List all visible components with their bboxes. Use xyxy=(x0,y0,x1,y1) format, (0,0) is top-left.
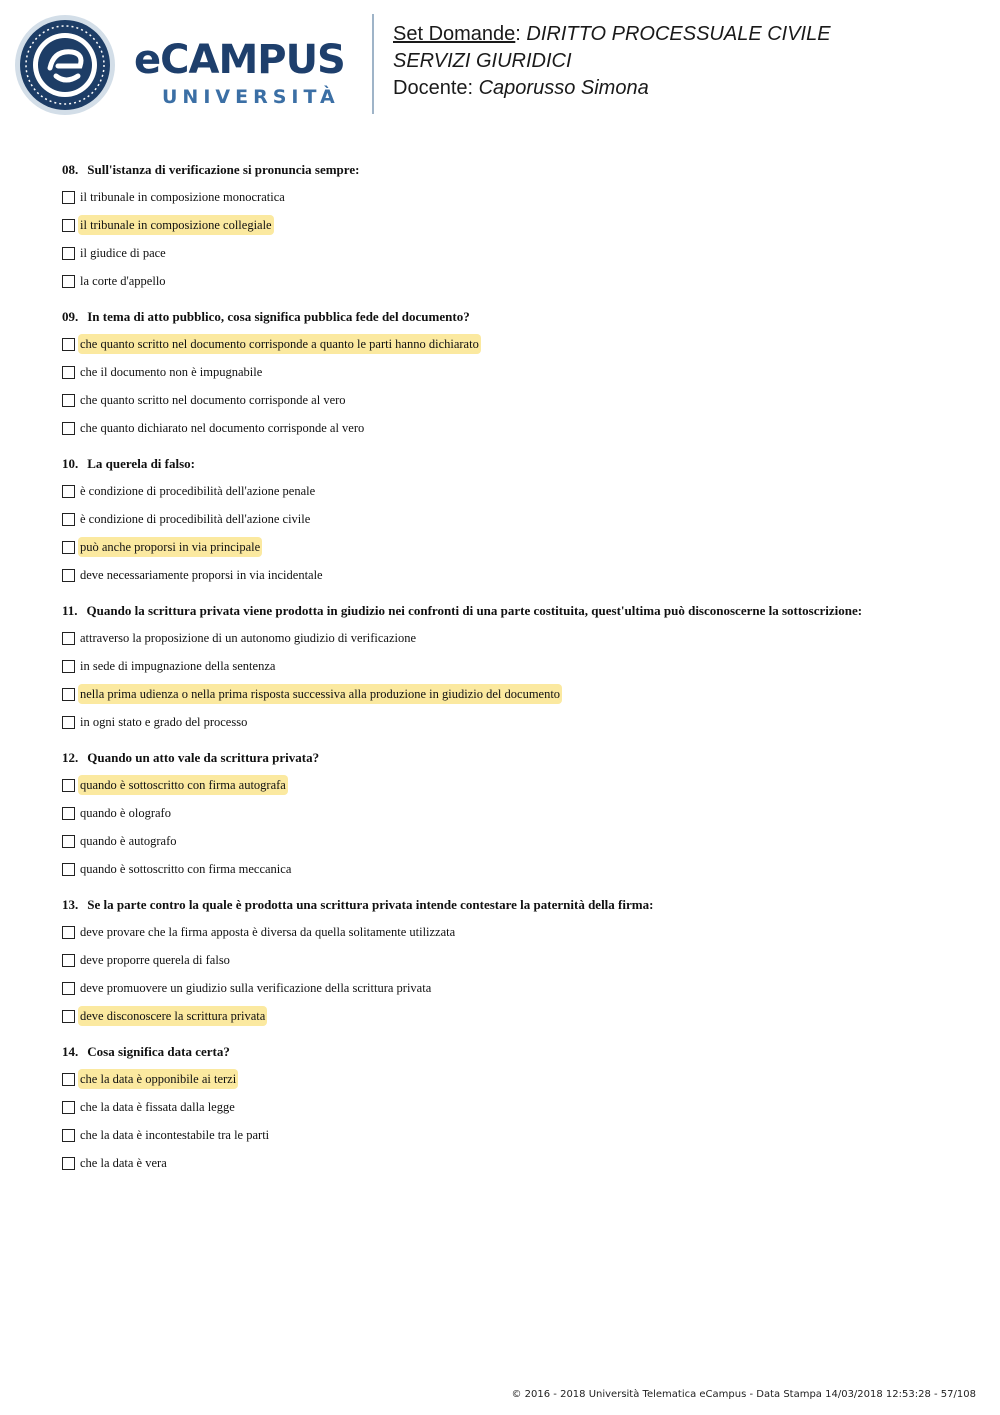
question-block xyxy=(62,748,962,880)
answer-option[interactable] xyxy=(62,627,962,649)
answer-checkbox[interactable] xyxy=(62,338,75,351)
question-title xyxy=(62,454,962,474)
answer-checkbox[interactable] xyxy=(62,716,75,729)
answer-text: il giudice di pace xyxy=(80,246,166,260)
answer-option[interactable] xyxy=(62,508,962,530)
answer-text: che la data è vera xyxy=(80,1156,167,1170)
answer-checkbox[interactable] xyxy=(62,632,75,645)
answer-option[interactable] xyxy=(62,536,962,558)
answer-checkbox[interactable] xyxy=(62,541,75,554)
answer-text: in ogni stato e grado del processo xyxy=(80,715,248,729)
header-divider xyxy=(372,14,374,114)
question-list xyxy=(62,160,962,1189)
question-title xyxy=(62,1042,962,1062)
answer-option[interactable] xyxy=(62,683,962,705)
question-block xyxy=(62,895,962,1027)
answer-option[interactable] xyxy=(62,711,962,733)
answer-text: quando è sottoscritto con firma meccanica xyxy=(80,862,292,876)
question-text: La querela di falso: xyxy=(87,456,195,471)
answer-option[interactable] xyxy=(62,830,962,852)
answer-option[interactable] xyxy=(62,949,962,971)
set-separator: : xyxy=(515,23,527,45)
answer-checkbox[interactable] xyxy=(62,779,75,792)
answer-option[interactable] xyxy=(62,270,962,292)
question-block xyxy=(62,307,962,439)
page-header xyxy=(0,0,1000,130)
answer-text: che quanto dichiarato nel documento corrisponde al vero xyxy=(80,421,365,435)
question-block xyxy=(62,601,962,733)
answer-text: è condizione di procedibilità dell'azione civile xyxy=(80,512,311,526)
answer-checkbox[interactable] xyxy=(62,982,75,995)
answer-text: deve promuovere un giudizio sulla verificazione della scrittura privata xyxy=(80,981,432,995)
answer-checkbox[interactable] xyxy=(62,1010,75,1023)
answer-text: quando è autografo xyxy=(80,834,177,848)
answer-text: deve proporre querela di falso xyxy=(80,953,230,967)
ecampus-logo-icon xyxy=(14,14,116,121)
question-number: 12. xyxy=(62,750,79,765)
answer-option[interactable] xyxy=(62,333,962,355)
brand-name: eCAMPUS xyxy=(134,37,345,83)
answer-option[interactable] xyxy=(62,1096,962,1118)
answer-checkbox[interactable] xyxy=(62,219,75,232)
course-subtitle: SERVIZI GIURIDICI xyxy=(393,50,572,72)
question-title xyxy=(62,748,962,768)
answer-option[interactable] xyxy=(62,1152,962,1174)
answer-text: la corte d'appello xyxy=(80,274,166,288)
answer-text-highlighted: può anche proporsi in via principale xyxy=(78,537,262,557)
answer-text: che la data è incontestabile tra le parti xyxy=(80,1128,270,1142)
answer-checkbox[interactable] xyxy=(62,485,75,498)
question-number: 10. xyxy=(62,456,79,471)
question-text: Sull'istanza di verificazione si pronuncia sempre: xyxy=(87,162,360,177)
answer-text: il tribunale in composizione monocratica xyxy=(80,190,285,204)
question-number: 09. xyxy=(62,309,79,324)
question-text: Quando un atto vale da scrittura privata? xyxy=(87,750,320,765)
answer-option[interactable] xyxy=(62,858,962,880)
question-text: Se la parte contro la quale è prodotta una scrittura privata intende contestare la paternità della firma: xyxy=(87,897,654,912)
answer-option[interactable] xyxy=(62,1068,962,1090)
answer-checkbox[interactable] xyxy=(62,1157,75,1170)
answer-text: che la data è fissata dalla legge xyxy=(80,1100,235,1114)
answer-option[interactable] xyxy=(62,564,962,586)
answer-text: è condizione di procedibilità dell'azione penale xyxy=(80,484,316,498)
set-label: Set Domande xyxy=(393,23,516,45)
answer-checkbox[interactable] xyxy=(62,954,75,967)
brand-subtitle: UNIVERSITÀ xyxy=(162,86,340,108)
answer-text: che quanto scritto nel documento corrisponde al vero xyxy=(80,393,346,407)
answer-checkbox[interactable] xyxy=(62,247,75,260)
question-number: 08. xyxy=(62,162,79,177)
answer-checkbox[interactable] xyxy=(62,366,75,379)
answer-checkbox[interactable] xyxy=(62,275,75,288)
question-number: 11. xyxy=(62,603,78,618)
answer-text: in sede di impugnazione della sentenza xyxy=(80,659,276,673)
answer-checkbox[interactable] xyxy=(62,688,75,701)
answer-checkbox[interactable] xyxy=(62,660,75,673)
answer-checkbox[interactable] xyxy=(62,863,75,876)
answer-option[interactable] xyxy=(62,186,962,208)
question-title xyxy=(62,160,962,180)
answer-text-highlighted: il tribunale in composizione collegiale xyxy=(78,215,274,235)
answer-option[interactable] xyxy=(62,655,962,677)
question-block xyxy=(62,454,962,586)
answer-checkbox[interactable] xyxy=(62,394,75,407)
answer-text: che il documento non è impugnabile xyxy=(80,365,263,379)
answer-checkbox[interactable] xyxy=(62,191,75,204)
answer-option[interactable] xyxy=(62,242,962,264)
page-footer: © 2016 - 2018 Università Telematica eCampus - Data Stampa 14/03/2018 12:53:28 - 57/108 xyxy=(511,1389,976,1400)
question-title xyxy=(62,601,962,621)
answer-checkbox[interactable] xyxy=(62,569,75,582)
answer-option[interactable] xyxy=(62,1005,962,1027)
course-title: DIRITTO PROCESSUALE CIVILE xyxy=(526,23,831,45)
answer-checkbox[interactable] xyxy=(62,513,75,526)
brand xyxy=(134,37,356,108)
answer-option[interactable] xyxy=(62,361,962,383)
answer-checkbox[interactable] xyxy=(62,1129,75,1142)
answer-text-highlighted: che quanto scritto nel documento corrisponde a quanto le parti hanno dichiarato xyxy=(78,334,481,354)
answer-option[interactable] xyxy=(62,480,962,502)
answer-option[interactable] xyxy=(62,921,962,943)
question-title xyxy=(62,307,962,327)
answer-text: deve necessariamente proporsi in via incidentale xyxy=(80,568,323,582)
answer-option[interactable] xyxy=(62,417,962,439)
answer-text-highlighted: nella prima udienza o nella prima risposta successiva alla produzione in giudizio del documento xyxy=(78,684,562,704)
answer-text-highlighted: deve disconoscere la scrittura privata xyxy=(78,1006,267,1026)
answer-checkbox[interactable] xyxy=(62,1101,75,1114)
question-text: Quando la scrittura privata viene prodotta in giudizio nei confronti di una parte costituita, quest'ultima può disconoscerne la sottoscrizione: xyxy=(86,603,863,618)
answer-checkbox[interactable] xyxy=(62,422,75,435)
answer-text: attraverso la proposizione di un autonomo giudizio di verificazione xyxy=(80,631,417,645)
answer-option[interactable] xyxy=(62,389,962,411)
teacher-name: Caporusso Simona xyxy=(478,77,649,99)
answer-option[interactable] xyxy=(62,774,962,796)
question-title xyxy=(62,895,962,915)
answer-text-highlighted: che la data è opponibile ai terzi xyxy=(78,1069,238,1089)
course-info xyxy=(393,21,831,102)
question-block xyxy=(62,1042,962,1174)
answer-option[interactable] xyxy=(62,802,962,824)
answer-checkbox[interactable] xyxy=(62,807,75,820)
teacher-label: Docente: xyxy=(393,77,479,99)
answer-checkbox[interactable] xyxy=(62,926,75,939)
question-text: In tema di atto pubblico, cosa significa pubblica fede del documento? xyxy=(87,309,470,324)
answer-checkbox[interactable] xyxy=(62,1073,75,1086)
answer-text: deve provare che la firma apposta è diversa da quella solitamente utilizzata xyxy=(80,925,456,939)
answer-text-highlighted: quando è sottoscritto con firma autografa xyxy=(78,775,288,795)
answer-option[interactable] xyxy=(62,977,962,999)
question-number: 14. xyxy=(62,1044,79,1059)
answer-option[interactable] xyxy=(62,214,962,236)
answer-text: quando è olografo xyxy=(80,806,171,820)
answer-checkbox[interactable] xyxy=(62,835,75,848)
question-block xyxy=(62,160,962,292)
answer-option[interactable] xyxy=(62,1124,962,1146)
question-number: 13. xyxy=(62,897,79,912)
question-text: Cosa significa data certa? xyxy=(87,1044,230,1059)
